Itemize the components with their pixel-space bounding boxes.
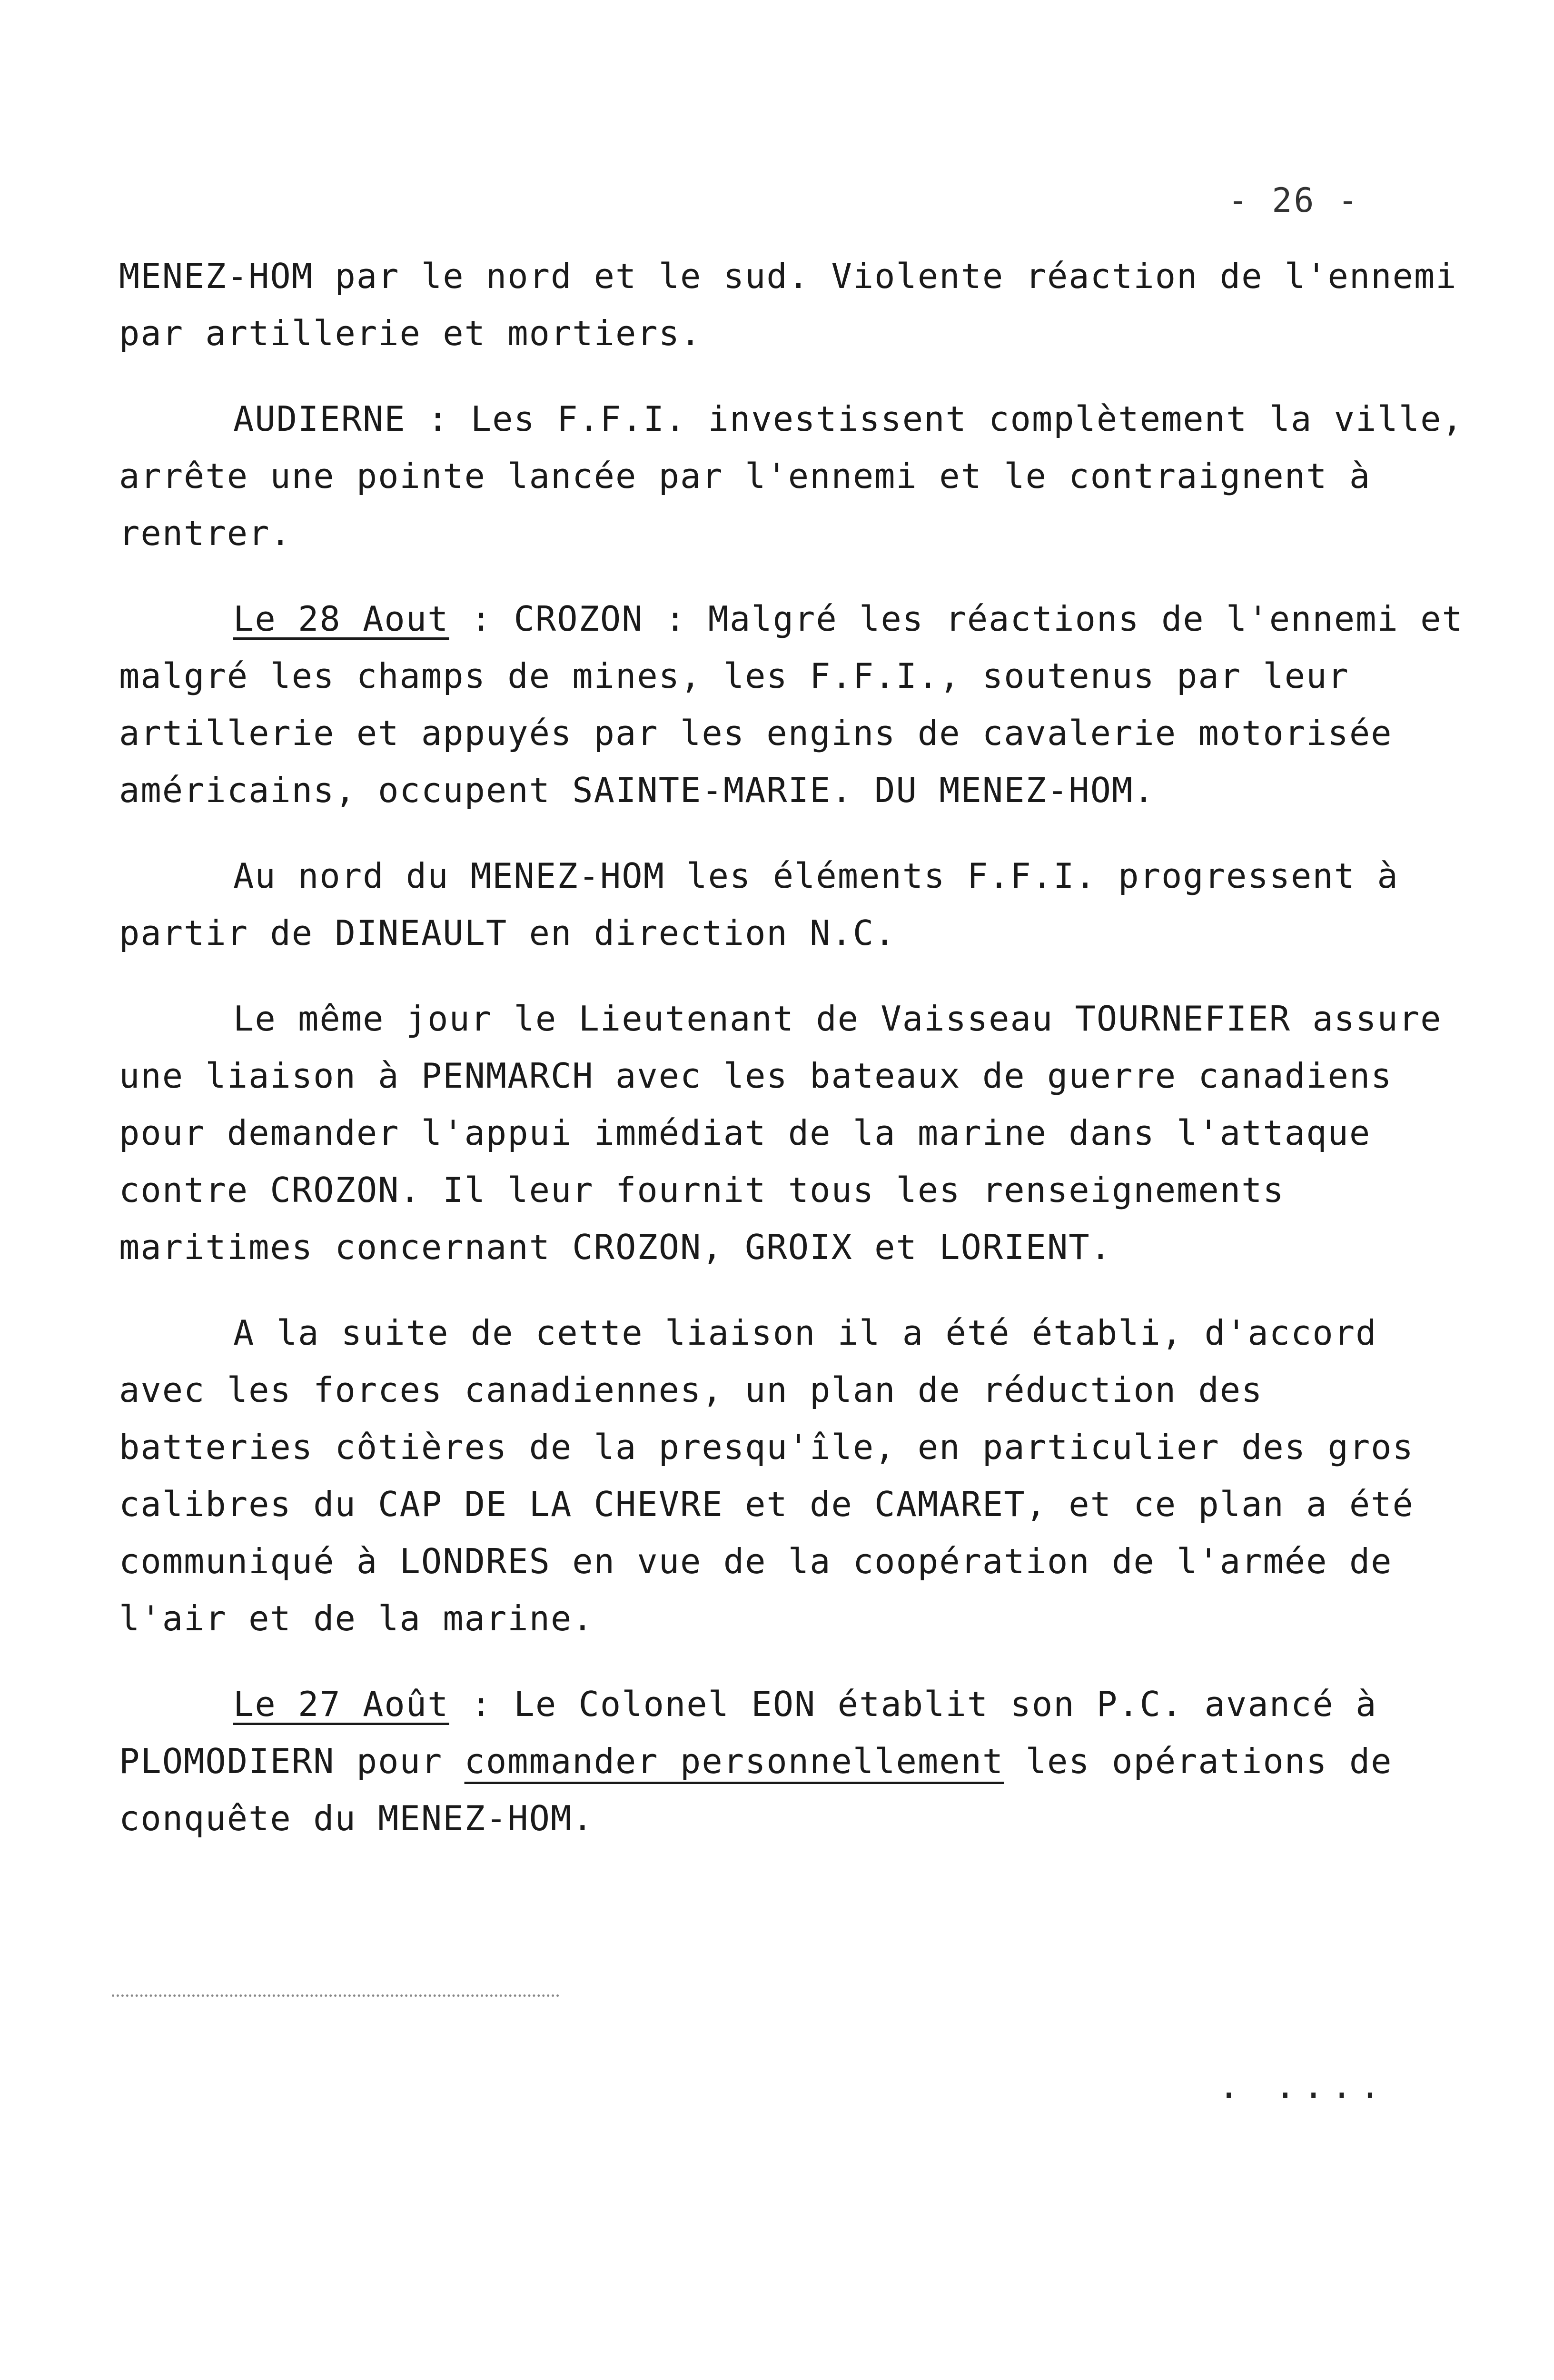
paragraph-text: AUDIERNE : Les F.F.I. investissent complètement la ville, arrête une pointe lancée par l'ennemi et le contraignent à rentrer. bbox=[119, 399, 1464, 553]
continuation-marker: . .... bbox=[1218, 2066, 1388, 2106]
paragraph-text: Au nord du MENEZ-HOM les éléments F.F.I. progressent à partir de DINEAULT en direction N.C. bbox=[119, 856, 1399, 953]
paragraph-2 bbox=[119, 390, 1475, 562]
document-body bbox=[119, 248, 1475, 1875]
paragraph-3 bbox=[119, 590, 1475, 819]
paragraph-6 bbox=[119, 1304, 1475, 1647]
paragraph-text: : CROZON : Malgré les réactions de l'ennemi et malgré les champs de mines, les F.F.I., soutenus par leur artillerie et appuyés par les engins de cavalerie motorisée américains, occupent SAINTE-MARIE. DU MENEZ-HOM. bbox=[119, 599, 1464, 810]
paragraph-text: : Le Colonel EON établit son P.C. avancé à PLOMODIERN pour bbox=[119, 1684, 1377, 1781]
paragraph-text: Le même jour le Lieutenant de Vaisseau TOURNEFIER assure une liaison à PENMARCH avec les bateaux de guerre canadiens pour demander l'appui immédiat de la marine dans l'attaque contre CROZON. Il leur fournit tous les renseignements maritimes concernant CROZON, GROIX et LORIENT. bbox=[119, 999, 1442, 1267]
page-number: - 26 - bbox=[1228, 181, 1360, 220]
paragraph-4 bbox=[119, 847, 1475, 962]
paragraph-1 bbox=[119, 248, 1475, 362]
date-heading: Le 27 Août bbox=[233, 1684, 449, 1724]
paragraph-7 bbox=[119, 1676, 1475, 1847]
dotted-rule bbox=[112, 1994, 559, 1997]
paragraph-text: les opérations de conquête du MENEZ-HOM. bbox=[119, 1741, 1393, 1838]
paragraph-text: MENEZ-HOM par le nord et le sud. Violente réaction de l'ennemi par artillerie et mortiers. bbox=[119, 256, 1457, 353]
paragraph-5 bbox=[119, 990, 1475, 1276]
underlined-text: commander personnellement bbox=[464, 1741, 1004, 1781]
paragraph-text: A la suite de cette liaison il a été établi, d'accord avec les forces canadiennes, un plan de réduction des batteries côtières de la presqu'île, en particulier des gros calibres du CAP DE LA CHEVRE et de CAMARET, et ce plan a été communiqué à LONDRES en vue de la coopération de l'armée de l'air et de la marine. bbox=[119, 1313, 1414, 1638]
date-heading: Le 28 Aout bbox=[233, 599, 449, 639]
